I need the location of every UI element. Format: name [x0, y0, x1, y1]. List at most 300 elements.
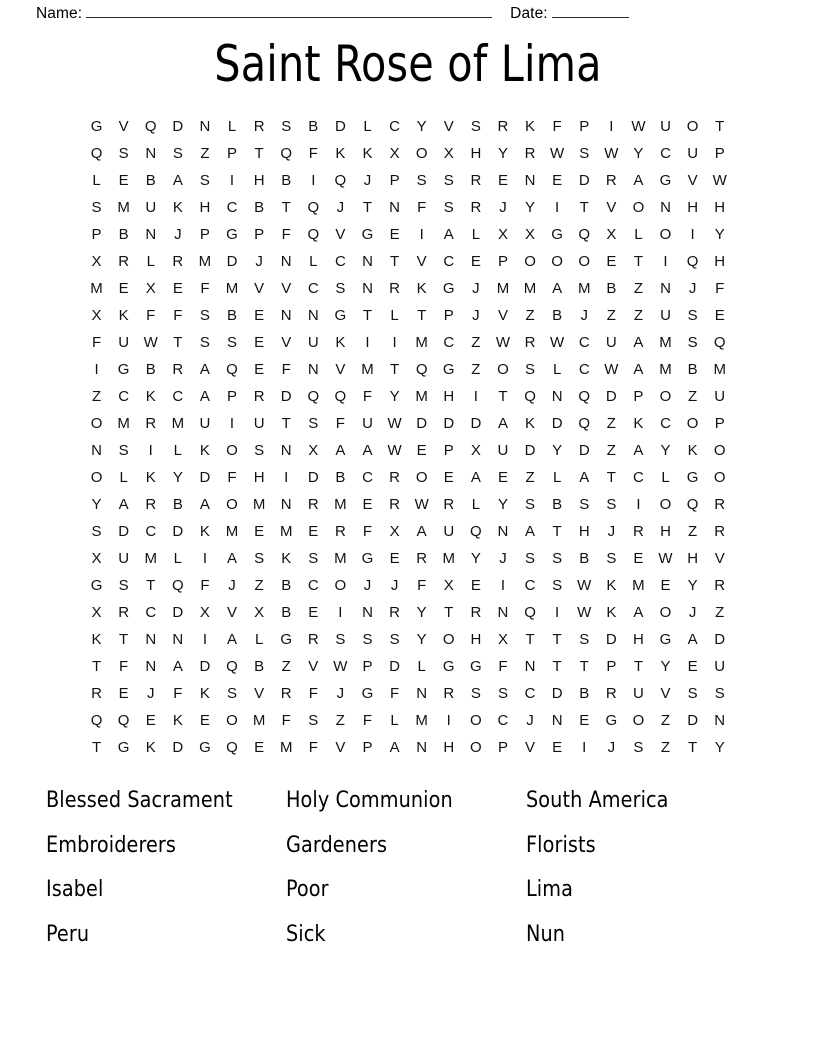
- grid-cell: A: [389, 739, 400, 757]
- grid-cell: N: [660, 280, 671, 298]
- grid-cell: Y: [416, 631, 427, 649]
- grid-cell: B: [606, 280, 617, 298]
- grid-cell: E: [254, 334, 265, 352]
- grid-cell: X: [91, 253, 102, 271]
- grid-cell: J: [472, 307, 480, 325]
- grid-cell: Y: [552, 442, 563, 460]
- grid-cell: T: [498, 388, 508, 406]
- grid-cell: J: [255, 253, 263, 271]
- grid-cell: Q: [144, 118, 157, 135]
- grid-cell: K: [525, 415, 536, 433]
- word-list-item: Blessed Sacrament: [46, 787, 233, 813]
- grid-cell: E: [145, 712, 156, 730]
- grid-cell: M: [415, 712, 428, 730]
- grid-cell: Q: [578, 415, 591, 433]
- grid-cell: G: [361, 226, 374, 244]
- grid-cell: B: [227, 307, 238, 325]
- grid-cell: T: [281, 415, 291, 433]
- grid-cell: A: [227, 631, 238, 649]
- grid-cell: Z: [660, 739, 671, 757]
- grid-cell: J: [580, 307, 588, 325]
- grid-cell: A: [199, 388, 210, 406]
- grid-cell: N: [497, 604, 509, 622]
- grid-cell: R: [443, 685, 455, 703]
- grid-cell: S: [606, 550, 617, 568]
- grid-cell: L: [227, 118, 237, 135]
- grid-cell: B: [308, 118, 319, 135]
- grid-cell: F: [362, 712, 373, 730]
- grid-cell: D: [551, 415, 563, 433]
- grid-cell: F: [715, 280, 725, 298]
- grid-cell: T: [444, 604, 454, 622]
- grid-cell: S: [633, 739, 644, 757]
- grid-cell: T: [417, 307, 427, 325]
- grid-cell: S: [552, 550, 563, 568]
- grid-cell: F: [389, 685, 400, 703]
- grid-cell: K: [91, 631, 102, 649]
- grid-cell: H: [687, 199, 699, 217]
- grid-cell: M: [144, 550, 157, 568]
- grid-cell: L: [471, 226, 481, 244]
- grid-cell: V: [281, 280, 292, 298]
- name-write-line[interactable]: [86, 4, 492, 18]
- grid-cell: U: [443, 523, 455, 541]
- grid-cell: V: [606, 199, 617, 217]
- grid-cell: V: [308, 658, 319, 676]
- grid-cell: F: [119, 658, 129, 676]
- grid-cell: C: [145, 523, 157, 541]
- grid-cell: G: [334, 307, 347, 325]
- grid-cell: W: [333, 658, 348, 676]
- grid-cell: L: [390, 712, 399, 730]
- grid-cell: O: [632, 712, 645, 730]
- grid-cell: P: [714, 415, 725, 433]
- grid-cell: A: [172, 172, 183, 190]
- grid-cell: P: [606, 658, 617, 676]
- grid-cell: O: [713, 442, 726, 460]
- grid-cell: I: [94, 361, 99, 379]
- grid-cell: F: [362, 523, 373, 541]
- grid-cell: D: [605, 388, 617, 406]
- grid-cell: O: [713, 469, 726, 487]
- grid-cell: O: [470, 712, 482, 730]
- grid-cell: G: [280, 631, 293, 649]
- grid-cell: X: [497, 226, 508, 244]
- grid-cell: C: [443, 334, 455, 352]
- grid-cell: K: [172, 712, 183, 730]
- grid-cell: W: [712, 172, 727, 190]
- grid-cell: R: [443, 496, 455, 514]
- grid-cell: Q: [470, 523, 482, 541]
- grid-cell: C: [524, 577, 536, 595]
- grid-cell: Q: [90, 145, 103, 163]
- grid-cell: G: [442, 280, 455, 298]
- grid-cell: C: [145, 604, 157, 622]
- grid-cell: S: [714, 685, 725, 703]
- grid-cell: R: [714, 496, 726, 514]
- grid-cell: E: [552, 172, 563, 190]
- grid-cell: A: [335, 442, 346, 460]
- grid-cell: S: [443, 172, 454, 190]
- grid-cell: A: [172, 658, 183, 676]
- grid-cell: L: [119, 469, 128, 487]
- word-list-item: Holy Communion: [286, 787, 453, 813]
- grid-cell: Q: [307, 388, 320, 406]
- grid-cell: S: [416, 172, 427, 190]
- grid-cell: P: [362, 658, 373, 676]
- grid-cell: S: [227, 334, 238, 352]
- grid-cell: S: [118, 577, 129, 595]
- grid-cell: R: [714, 523, 726, 541]
- grid-cell: W: [414, 496, 429, 514]
- grid-cell: X: [389, 523, 400, 541]
- grid-cell: Y: [497, 145, 508, 163]
- grid-cell: V: [335, 226, 346, 244]
- grid-cell: O: [470, 739, 482, 757]
- grid-cell: R: [389, 280, 400, 298]
- grid-cell: Y: [660, 658, 671, 676]
- grid-cell: Y: [416, 118, 427, 135]
- grid-cell: B: [145, 361, 156, 379]
- grid-cell: E: [389, 550, 400, 568]
- grid-cell: V: [118, 118, 129, 135]
- grid-cell: Z: [688, 523, 698, 541]
- grid-cell: E: [308, 604, 319, 622]
- grid-cell: L: [552, 361, 562, 379]
- grid-cell: X: [91, 604, 102, 622]
- grid-cell: Z: [471, 361, 481, 379]
- grid-cell: Q: [686, 253, 699, 271]
- grid-cell: C: [443, 253, 455, 271]
- grid-cell: G: [470, 658, 482, 676]
- grid-cell: H: [443, 388, 455, 406]
- grid-cell: N: [91, 442, 102, 460]
- grid-cell: E: [118, 172, 129, 190]
- grid-cell: X: [254, 604, 265, 622]
- grid-cell: H: [443, 739, 455, 757]
- grid-cell: M: [659, 361, 672, 379]
- grid-cell: Q: [90, 712, 103, 730]
- grid-cell: Z: [91, 388, 102, 406]
- grid-cell: X: [470, 442, 481, 460]
- word-search-grid: [83, 113, 733, 761]
- grid-cell: T: [281, 199, 291, 217]
- grid-cell: H: [578, 523, 590, 541]
- grid-cell: S: [687, 334, 698, 352]
- grid-cell: E: [497, 469, 508, 487]
- grid-cell: P: [199, 226, 210, 244]
- grid-cell: R: [524, 334, 536, 352]
- grid-cell: L: [634, 226, 643, 244]
- grid-cell: S: [335, 280, 346, 298]
- grid-cell: K: [606, 604, 617, 622]
- grid-cell: A: [633, 604, 644, 622]
- grid-cell: W: [604, 145, 619, 163]
- grid-cell: U: [660, 118, 671, 135]
- grid-cell: S: [525, 361, 536, 379]
- grid-cell: Z: [471, 334, 481, 352]
- grid-cell: I: [555, 604, 560, 622]
- grid-cell: A: [227, 550, 238, 568]
- grid-cell: V: [497, 307, 508, 325]
- grid-cell: Z: [525, 307, 535, 325]
- grid-cell: E: [362, 496, 373, 514]
- grid-cell: F: [281, 361, 291, 379]
- grid-cell: W: [631, 118, 646, 135]
- grid-cell: U: [253, 415, 265, 433]
- grid-cell: M: [171, 415, 185, 433]
- grid-cell: S: [579, 631, 590, 649]
- grid-cell: B: [281, 604, 292, 622]
- grid-cell: F: [200, 280, 210, 298]
- grid-cell: O: [659, 604, 672, 622]
- grid-cell: F: [498, 658, 508, 676]
- grid-cell: T: [362, 307, 373, 325]
- grid-cell: S: [552, 577, 563, 595]
- grid-cell: E: [470, 577, 481, 595]
- grid-cell: Z: [715, 604, 725, 622]
- grid-cell: R: [307, 496, 319, 514]
- grid-cell: J: [146, 685, 155, 703]
- grid-cell: O: [551, 253, 563, 271]
- grid-cell: S: [254, 442, 265, 460]
- grid-cell: O: [659, 226, 672, 244]
- grid-cell: I: [446, 712, 451, 730]
- grid-cell: H: [633, 631, 644, 649]
- grid-cell: T: [552, 523, 562, 541]
- word-list-item: South America: [526, 787, 669, 813]
- grid-cell: B: [552, 496, 563, 514]
- grid-cell: I: [311, 172, 316, 190]
- grid-cell: M: [225, 523, 239, 541]
- grid-cell: V: [227, 604, 238, 622]
- grid-cell: I: [555, 199, 560, 217]
- grid-cell: J: [499, 550, 507, 568]
- grid-cell: T: [525, 631, 535, 649]
- grid-cell: Q: [307, 199, 320, 217]
- grid-cell: S: [687, 307, 698, 325]
- grid-cell: U: [714, 658, 726, 676]
- grid-cell: R: [389, 469, 400, 487]
- grid-cell: O: [226, 442, 238, 460]
- grid-cell: B: [579, 685, 590, 703]
- grid-cell: X: [308, 442, 319, 460]
- grid-cell: H: [687, 550, 699, 568]
- grid-cell: F: [227, 469, 237, 487]
- grid-cell: D: [118, 523, 130, 541]
- grid-cell: D: [578, 172, 590, 190]
- word-list-item: Nun: [526, 920, 566, 947]
- page-title: Saint Rose of Lima: [214, 35, 602, 93]
- grid-cell: T: [146, 577, 156, 595]
- grid-cell: E: [254, 361, 265, 379]
- grid-cell: O: [632, 199, 645, 217]
- date-write-line[interactable]: [552, 4, 629, 18]
- grid-cell: Q: [117, 712, 130, 730]
- grid-cell: N: [307, 307, 319, 325]
- grid-cell: S: [606, 496, 617, 514]
- grid-cell: N: [280, 496, 292, 514]
- grid-cell: E: [714, 307, 725, 325]
- grid-cell: Z: [606, 415, 616, 433]
- grid-cell: G: [199, 739, 211, 757]
- grid-cell: F: [173, 307, 183, 325]
- grid-cell: S: [118, 442, 129, 460]
- grid-cell: E: [470, 253, 481, 271]
- grid-cell: M: [198, 253, 212, 271]
- date-field: [510, 4, 629, 22]
- grid-cell: X: [91, 307, 102, 325]
- grid-cell: Q: [226, 361, 238, 379]
- grid-cell: C: [172, 388, 184, 406]
- grid-cell: R: [389, 496, 400, 514]
- grid-cell: M: [577, 280, 591, 298]
- grid-cell: B: [552, 307, 563, 325]
- grid-cell: R: [253, 388, 265, 406]
- grid-cell: P: [362, 739, 373, 757]
- grid-cell: D: [578, 442, 590, 460]
- grid-cell: Y: [525, 199, 536, 217]
- grid-cell: M: [334, 496, 347, 514]
- grid-cell: S: [199, 307, 210, 325]
- grid-cell: C: [578, 334, 590, 352]
- grid-cell: Q: [307, 226, 320, 244]
- grid-cell: C: [497, 712, 509, 730]
- grid-cell: L: [254, 631, 264, 649]
- grid-cell: H: [253, 172, 265, 190]
- grid-cell: K: [416, 280, 427, 298]
- grid-cell: S: [470, 685, 481, 703]
- grid-cell: F: [91, 334, 102, 352]
- grid-cell: H: [199, 199, 211, 217]
- grid-cell: P: [91, 226, 102, 244]
- grid-cell: H: [714, 253, 726, 271]
- grid-cell: J: [363, 577, 372, 595]
- grid-cell: R: [416, 550, 428, 568]
- grid-cell: N: [416, 685, 428, 703]
- grid-cell: R: [172, 361, 184, 379]
- grid-cell: E: [172, 280, 183, 298]
- grid-cell: U: [497, 442, 509, 460]
- grid-cell: G: [659, 631, 672, 649]
- grid-cell: O: [578, 253, 591, 271]
- worksheet-header: [0, 0, 816, 26]
- grid-cell: S: [91, 199, 102, 217]
- grid-cell: B: [254, 199, 265, 217]
- grid-cell: M: [334, 550, 347, 568]
- grid-cell: F: [552, 118, 562, 135]
- grid-cell: E: [497, 172, 508, 190]
- grid-cell: T: [633, 253, 643, 271]
- grid-cell: Z: [525, 469, 535, 487]
- grid-cell: I: [582, 739, 587, 757]
- grid-cell: K: [172, 199, 183, 217]
- grid-cell: X: [91, 550, 102, 568]
- grid-cell: R: [524, 145, 536, 163]
- word-list-item: Isabel: [46, 876, 104, 902]
- grid-cell: F: [281, 712, 291, 730]
- grid-cell: M: [90, 280, 103, 298]
- grid-cell: R: [118, 253, 130, 271]
- grid-cell: K: [118, 307, 129, 325]
- grid-cell: R: [253, 118, 265, 135]
- grid-cell: O: [226, 496, 238, 514]
- grid-cell: S: [118, 145, 129, 163]
- grid-cell: F: [146, 307, 156, 325]
- grid-cell: G: [442, 658, 455, 676]
- grid-cell: W: [577, 604, 592, 622]
- grid-cell: V: [687, 172, 698, 190]
- grid-cell: I: [338, 604, 343, 622]
- grid-cell: W: [387, 415, 402, 433]
- grid-cell: R: [470, 604, 482, 622]
- grid-cell: B: [687, 361, 698, 379]
- grid-cell: Y: [633, 145, 644, 163]
- grid-cell: D: [226, 253, 238, 271]
- grid-cell: T: [119, 631, 129, 649]
- grid-cell: G: [361, 550, 374, 568]
- grid-cell: J: [499, 199, 507, 217]
- grid-cell: N: [389, 199, 400, 217]
- grid-cell: L: [363, 118, 372, 135]
- grid-cell: R: [118, 604, 130, 622]
- grid-cell: C: [578, 361, 590, 379]
- grid-cell: T: [173, 334, 183, 352]
- grid-cell: P: [389, 172, 400, 190]
- grid-cell: V: [335, 361, 346, 379]
- grid-cell: M: [713, 361, 726, 379]
- grid-cell: R: [633, 523, 644, 541]
- grid-cell: I: [284, 469, 289, 487]
- grid-cell: D: [199, 658, 211, 676]
- grid-cell: X: [145, 280, 156, 298]
- grid-cell: B: [145, 172, 156, 190]
- grid-cell: M: [632, 577, 645, 595]
- grid-cell: N: [199, 118, 211, 135]
- grid-cell: F: [308, 685, 318, 703]
- grid-cell: D: [172, 604, 184, 622]
- grid-cell: K: [145, 739, 156, 757]
- grid-cell: L: [390, 307, 399, 325]
- grid-cell: V: [254, 685, 265, 703]
- grid-cell: Z: [633, 280, 643, 298]
- grid-cell: R: [497, 118, 509, 135]
- grid-cell: S: [579, 496, 590, 514]
- grid-cell: O: [415, 145, 428, 163]
- grid-cell: M: [117, 415, 130, 433]
- grid-cell: A: [362, 442, 373, 460]
- grid-cell: N: [660, 199, 671, 217]
- grid-cell: R: [91, 685, 102, 703]
- grid-cell: G: [361, 685, 374, 703]
- word-list-item: Florists: [526, 831, 596, 858]
- grid-cell: N: [280, 442, 292, 460]
- grid-cell: Q: [578, 388, 591, 406]
- grid-cell: D: [334, 118, 346, 135]
- grid-cell: M: [523, 280, 537, 298]
- grid-cell: A: [525, 523, 536, 541]
- grid-cell: M: [415, 334, 428, 352]
- grid-cell: K: [199, 685, 210, 703]
- grid-cell: P: [579, 118, 590, 135]
- grid-cell: Z: [254, 577, 264, 595]
- grid-cell: R: [470, 199, 482, 217]
- grid-cell: O: [524, 253, 536, 271]
- grid-cell: M: [442, 550, 456, 568]
- grid-cell: S: [227, 685, 238, 703]
- grid-cell: S: [308, 712, 319, 730]
- grid-cell: U: [118, 334, 130, 352]
